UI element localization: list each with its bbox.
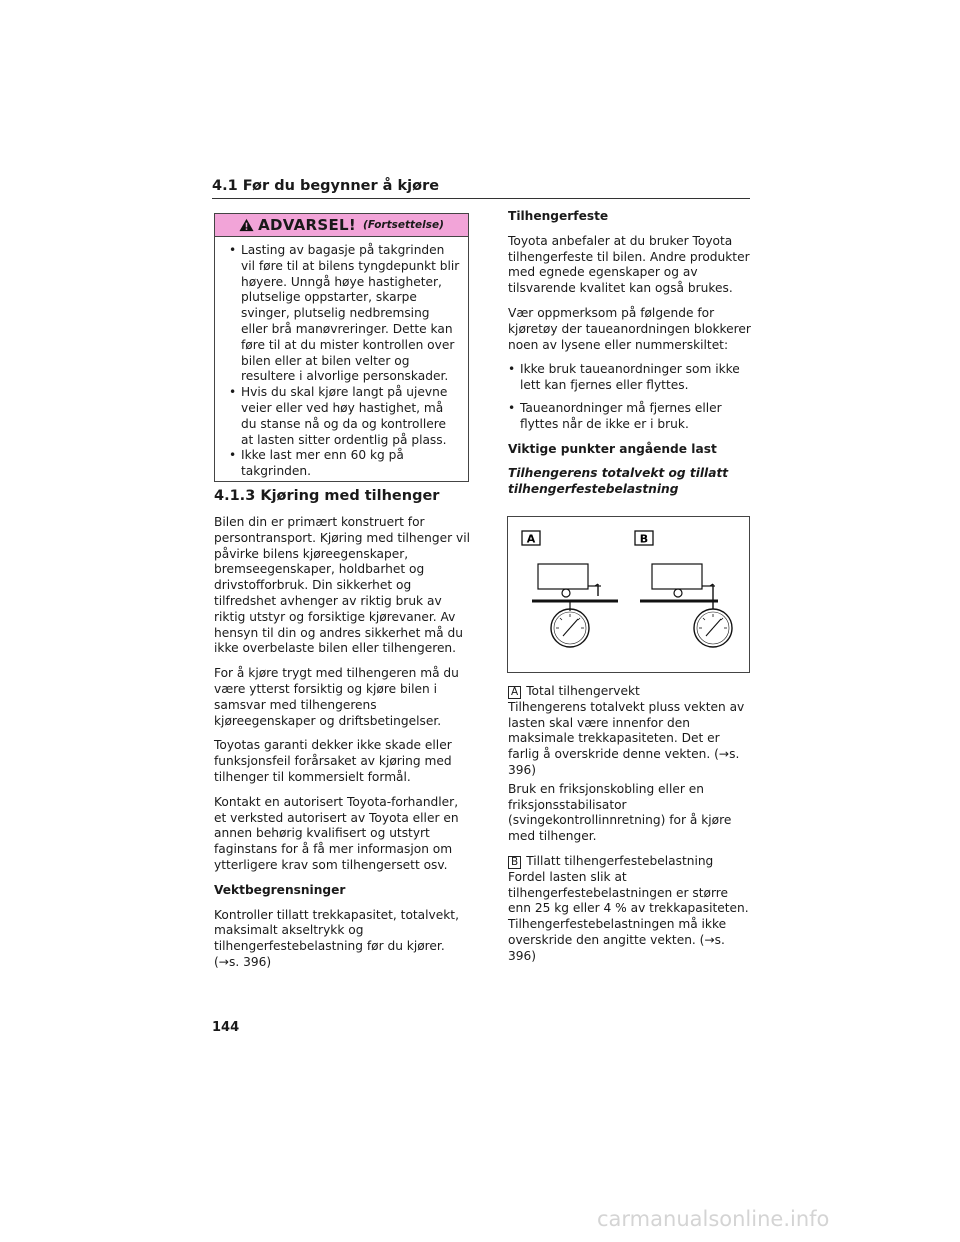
bullet-list bbox=[508, 362, 754, 432]
page-number: 144 bbox=[212, 1020, 240, 1035]
list-item: • Ikke bruk taueanordninger som ikke lett kan fjernes eller flyttes. bbox=[508, 362, 740, 393]
warning-item: • Hvis du skal kjøre langt på ujevne veier eller ved høy hastighet, må du stanse nå og da og kontrollere at lasten sitter ordentlig på plass. bbox=[229, 385, 448, 447]
paragraph: Bilen din er primært konstruert for persontransport. Kjøring med tilhenger vil påvirke bilens kjøreegenskaper, bremseegenskaper, holdbarhet og drivstofforbruk. Din sikkerhet og tilfredshet avhenger av riktig bruk av riktig utstyr og forsiktige kjørevaner. Av hensyn til din og andres sikkerhet må du ikke overbelaste bilen eller tilhengeren. bbox=[214, 515, 470, 656]
watermark: carmanualsonline.info bbox=[597, 1207, 830, 1231]
left-column bbox=[214, 488, 470, 980]
warning-triangle-icon bbox=[239, 218, 254, 232]
label-a-badge: A bbox=[508, 686, 521, 699]
paragraph: Vær oppmerksom på følgende for kjøretøy der taueanordningen blokkerer noen av lysene eller nummerskiltet: bbox=[508, 305, 751, 352]
italic-heading: Tilhengerens totalvekt og tillatt tilhengerfestebelastning bbox=[508, 466, 729, 497]
sub-heading: Vektbegrensninger bbox=[214, 882, 346, 897]
scale-gauge-b-icon bbox=[694, 609, 732, 647]
label-b-badge: B bbox=[508, 856, 521, 869]
sub-heading: Tilhengerfeste bbox=[508, 209, 609, 223]
figure-explanations bbox=[508, 684, 754, 974]
trailer-weight-figure bbox=[507, 516, 750, 673]
scale-gauge-a-icon bbox=[551, 609, 589, 647]
section-heading: 4.1.3 Kjøring med tilhenger bbox=[214, 488, 440, 504]
trailer-b-icon bbox=[640, 564, 718, 609]
paragraph: Kontroller tillatt trekkapasitet, totalvekt, maksimalt akseltrykk og tilhengerfestebelastning før du kjører. (→s. 396) bbox=[214, 907, 459, 969]
explanation-a: A Total tilhengervekt Tilhengerens totalvekt pluss vekten av lasten skal være innenfor den maksimale trekkapasiteten. Det er farlig å overskride denne vekten. (→s. 396) bbox=[508, 684, 745, 777]
sub-heading: Viktige punkter angående last bbox=[508, 441, 717, 456]
trailer-diagram bbox=[508, 517, 749, 672]
paragraph: Kontakt en autorisert Toyota-forhandler, et verksted autorisert av Toyota eller en annen behørig kvalifisert og utstyrt faginstans for å få mer informasjon om ytterligere krav som tilhengersett osv. bbox=[214, 794, 459, 872]
svg-text:A: A bbox=[526, 532, 536, 546]
explanation-b: B Tillatt tilhengerfestebelastning Fordel lasten slik at tilhengerfestebelastningen er større enn 25 kg eller 4 % av trekkapasiteten. Tilhengerfestebelastningen må ikke overskride den angitte vekten. (→s. 396) bbox=[508, 853, 749, 963]
warning-continued: (Fortsettelse) bbox=[363, 219, 444, 231]
paragraph: Toyota anbefaler at du bruker Toyota tilhengerfeste til bilen. Andre produkter med egnede egenskaper og av tilsvarende kvalitet kan også brukes. bbox=[508, 233, 750, 296]
warning-list bbox=[215, 237, 468, 480]
paragraph: For å kjøre trygt med tilhengeren må du være ytterst forsiktig og kjøre bilen i samsvar med tilhengerens kjøreegenskaper og driftsbetingelser. bbox=[214, 666, 459, 728]
right-column bbox=[508, 209, 754, 507]
warning-box bbox=[214, 213, 469, 482]
list-item: • Taueanordninger må fjernes eller flyttes når de ikke er i bruk. bbox=[508, 400, 722, 431]
warning-header bbox=[215, 214, 468, 237]
svg-text:B: B bbox=[639, 532, 649, 546]
paragraph: Bruk en friksjonskobling eller en friksjonsstabilisator (svingekontrollinnretning) for å kjøre med tilhenger. bbox=[508, 781, 732, 844]
warning-item: • Lasting av bagasje på takgrinden vil føre til at bilens tyngdepunkt blir høyere. Unngå høye hastigheter, plutselige oppstarter, skarpe svinger, plutselig nedbremsing eller brå manøvreringer. Dette kan føre til at du mister kontrollen over bilen eller at bilen velter og resultere i alvorlige personskader. bbox=[229, 243, 460, 384]
paragraph: Toyotas garanti dekker ikke skade eller funksjonsfeil forårsaket av kjøring med tilhenger til kommersielt formål. bbox=[214, 738, 452, 784]
trailer-a-icon bbox=[532, 564, 618, 611]
warning-item: • Ikke last mer enn 60 kg på takgrinden. bbox=[229, 448, 404, 479]
label-a-marker bbox=[522, 531, 540, 546]
label-b-marker bbox=[635, 531, 653, 546]
section-header: 4.1 Før du begynner å kjøre bbox=[212, 178, 750, 199]
warning-title: ADVARSEL! bbox=[258, 216, 357, 234]
